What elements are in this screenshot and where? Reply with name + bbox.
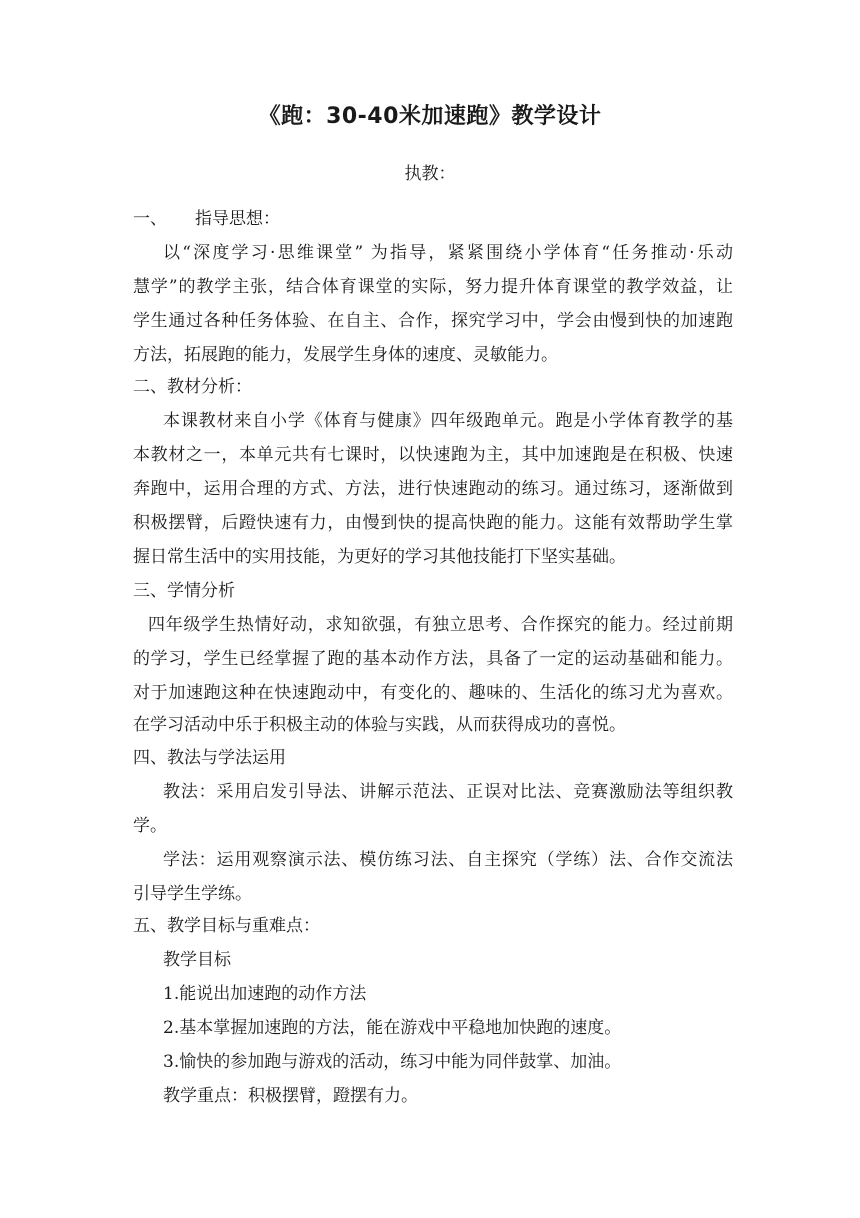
- section-heading-5: 五、教学目标与重难点：: [133, 916, 320, 936]
- paragraph-line: 握日常生活中的实用技能，为更好的学习其他技能打下坚实基础。: [133, 547, 626, 567]
- list-item: 1.能说出加速跑的动作方法: [163, 984, 367, 1004]
- paragraph-line: 教学重点：积极摆臂，蹬摆有力。: [163, 1086, 418, 1106]
- document-title: 《跑：30-40米加速跑》教学设计: [258, 104, 602, 129]
- paragraph-line: 对于加速跑这种在快速跑动中，有变化的、趣味的、生活化的练习尤为喜欢。: [133, 683, 733, 703]
- paragraph-line: 方法，拓展跑的能力，发展学生身体的速度、灵敏能力。: [133, 345, 558, 365]
- paragraph-line: 以“深度学习·思维课堂” 为指导，紧紧围绕小学体育“任务推动·乐动: [163, 243, 733, 263]
- section-heading-1: [133, 205, 733, 233]
- subheading: 教学目标: [163, 950, 231, 970]
- section-title: 指导思想：: [195, 209, 280, 229]
- paragraph-line: 积极摆臂，后蹬快速有力，由慢到快的提高快跑的能力。这能有效帮助学生掌: [133, 513, 733, 533]
- paragraph-line: 四年级学生热情好动，求知欲强，有独立思考、合作探究的能力。经过前期: [148, 615, 733, 635]
- list-item: 2.基本掌握加速跑的方法，能在游戏中平稳地加快跑的速度。: [163, 1018, 622, 1038]
- paragraph-line: 本课教材来自小学《体育与健康》四年级跑单元。跑是小学体育教学的基: [163, 411, 733, 431]
- paragraph-line: 学。: [133, 816, 167, 836]
- teacher-label: 执教：: [404, 164, 456, 184]
- paragraph-line: 本教材之一，本单元共有七课时，以快速跑为主，其中加速跑是在积极、快速: [133, 445, 733, 465]
- section-heading-4: 四、教法与学法运用: [133, 748, 286, 768]
- paragraph-line: 引导学生学练。: [133, 884, 252, 904]
- section-number: 一、: [133, 209, 167, 229]
- list-item: 3.愉快的参加跑与游戏的活动，练习中能为同伴鼓掌、加油。: [163, 1052, 622, 1072]
- section-heading-2: 二、教材分析：: [133, 377, 252, 397]
- paragraph-line: 的学习，学生已经掌握了跑的基本动作方法，具备了一定的运动基础和能力。: [133, 649, 733, 669]
- paragraph-line: 学生通过各种任务体验、在自主、合作，探究学习中，学会由慢到快的加速跑: [133, 311, 733, 331]
- paragraph-line: 在学习活动中乐于积极主动的体验与实践，从而获得成功的喜悦。: [133, 715, 626, 735]
- paragraph-line: 教法：采用启发引导法、讲解示范法、正误对比法、竞赛激励法等组织教: [163, 782, 733, 802]
- paragraph-line: 奔跑中，运用合理的方式、方法，进行快速跑动的练习。通过练习，逐渐做到: [133, 479, 733, 499]
- paragraph-line: 学法：运用观察演示法、模仿练习法、自主探究（学练）法、合作交流法: [163, 850, 733, 870]
- section-heading-3: 三、学情分析: [133, 581, 235, 601]
- paragraph-line: 慧学”的教学主张，结合体育课堂的实际，努力提升体育课堂的教学效益，让: [133, 277, 733, 297]
